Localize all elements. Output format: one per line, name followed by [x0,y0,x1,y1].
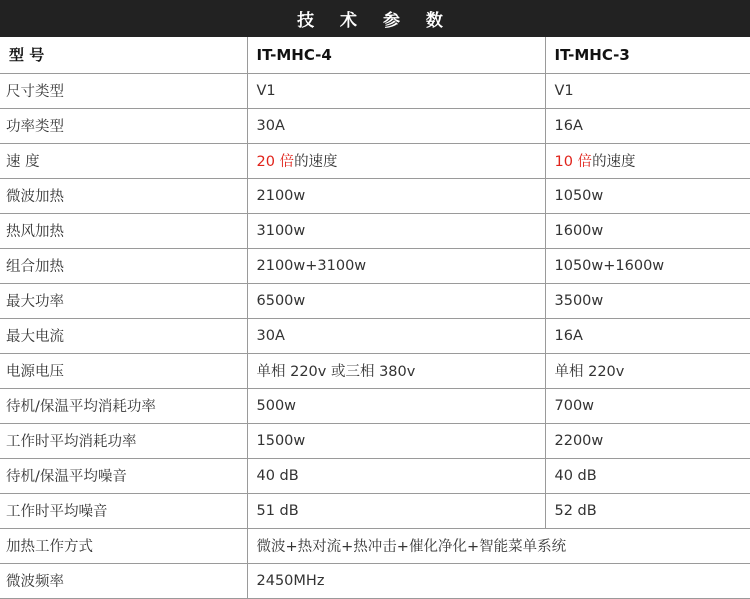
cell-model-b: 单相 220v [545,353,750,388]
cell-model-b: 16A [545,108,750,143]
row-label: 工作时平均消耗功率 [0,423,247,458]
cell-model-b: 40 dB [545,458,750,493]
row-label: 电源电压 [0,353,247,388]
row-label: 速 度 [0,143,247,178]
cell-model-b: 3500w [545,283,750,318]
row-label: 待机/保温平均噪音 [0,458,247,493]
table-row [0,143,750,178]
table-row [0,73,750,108]
cell-model-a: 6500w [247,283,545,318]
row-label: 最大功率 [0,283,247,318]
spec-table [0,37,750,599]
cell-model-a: 500w [247,388,545,423]
row-label: 尺寸类型 [0,73,247,108]
cell-model-b: V1 [545,73,750,108]
cell-model-a: 单相 220v 或三相 380v [247,353,545,388]
table-row [0,213,750,248]
cell-model-a: 30A [247,108,545,143]
table-row [0,283,750,318]
row-label: 待机/保温平均消耗功率 [0,388,247,423]
cell-shared-value: 2450MHz [247,563,750,598]
cell-model-b: 52 dB [545,493,750,528]
cell-model-a: 1500w [247,423,545,458]
cell-model-b: 700w [545,388,750,423]
table-row [0,528,750,563]
cell-model-b: 1050w+1600w [545,248,750,283]
header-label: 型 号 [0,37,247,73]
cell-model-b [545,143,750,178]
cell-model-a: V1 [247,73,545,108]
cell-model-a: 2100w+3100w [247,248,545,283]
cell-model-b: 2200w [545,423,750,458]
cell-model-a: 2100w [247,178,545,213]
table-row [0,353,750,388]
row-label: 热风加热 [0,213,247,248]
table-row [0,248,750,283]
table-row [0,458,750,493]
speed-text-a: 的速度 [294,154,338,170]
cell-model-b: 1050w [545,178,750,213]
table-row [0,563,750,598]
row-label: 功率类型 [0,108,247,143]
cell-model-b: 1600w [545,213,750,248]
cell-model-a [247,143,545,178]
table-row [0,178,750,213]
row-label: 加热工作方式 [0,528,247,563]
table-row [0,493,750,528]
speed-multiplier-a: 20 倍 [256,154,295,170]
cell-model-b: 16A [545,318,750,353]
header-model-a: IT-MHC-4 [247,37,545,73]
table-row [0,318,750,353]
header-model-b: IT-MHC-3 [545,37,750,73]
table-row [0,388,750,423]
row-label: 最大电流 [0,318,247,353]
row-label: 工作时平均噪音 [0,493,247,528]
title-bar: 技 术 参 数 [0,0,750,37]
cell-model-a: 51 dB [247,493,545,528]
table-row [0,423,750,458]
cell-model-a: 3100w [247,213,545,248]
table-row [0,108,750,143]
speed-multiplier-b: 10 倍 [554,154,593,170]
header-row [0,37,750,73]
row-label: 微波频率 [0,563,247,598]
speed-text-b: 的速度 [592,154,636,170]
row-label: 组合加热 [0,248,247,283]
row-label: 微波加热 [0,178,247,213]
cell-model-a: 30A [247,318,545,353]
cell-shared-value: 微波+热对流+热冲击+催化净化+智能菜单系统 [247,528,750,563]
cell-model-a: 40 dB [247,458,545,493]
